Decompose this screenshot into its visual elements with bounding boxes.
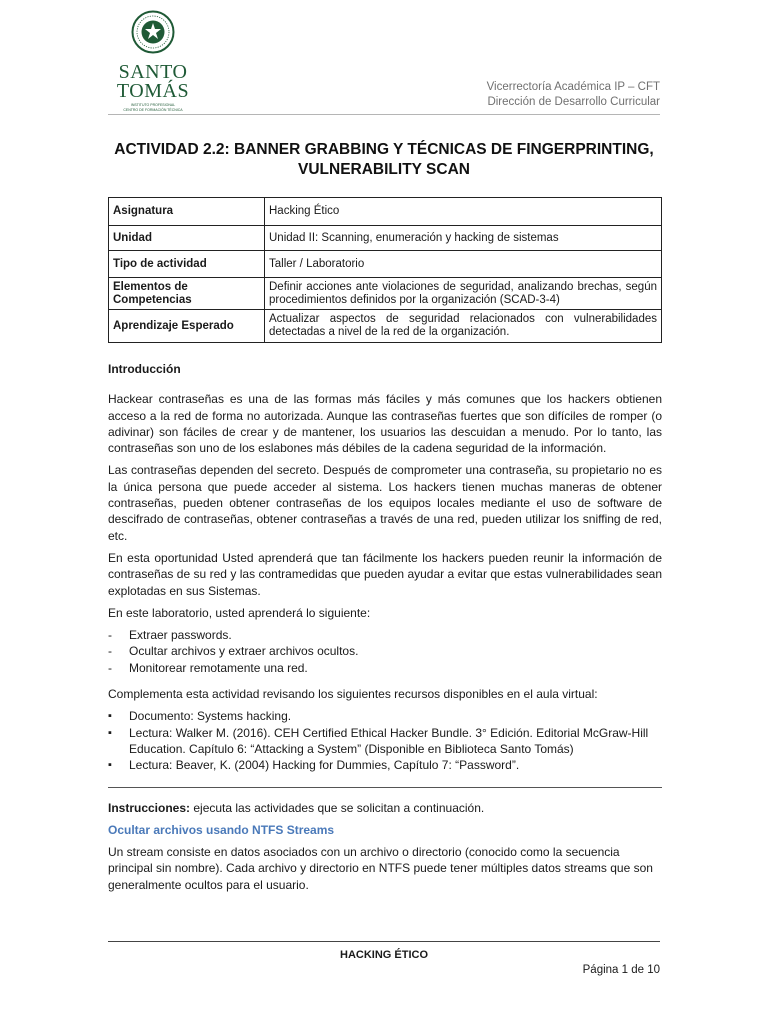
ntfs-paragraph: Un stream consiste en datos asociados con un archivo o directorio (conocido como la secuencia principal sin nombre). Cada archivo y directorio en NTFS puede tener múltiples datos streams que son generalmente ocultos para el usuario. [108, 845, 653, 892]
activity-info-table [108, 197, 662, 343]
table-row [109, 198, 662, 226]
logo-sub-1: INSTITUTO PROFESIONAL [130, 103, 176, 107]
page-number: Página 1 de 10 [582, 964, 660, 976]
header-line-1: Vicerrectoría Académica IP – CFT [486, 81, 660, 93]
instructions-paragraph [108, 800, 662, 816]
intro-paragraph-3: En esta oportunidad Usted aprenderá que tan fácilmente los hackers pueden reunir la información de contraseñas de su red y las contramedidas que pueden ayudar a evitar que estas vulnerabilidades sean explotadas en sus Sistemas. [108, 550, 662, 598]
santo-tomas-logo [108, 10, 198, 112]
footer-title: HACKING ÉTICO [340, 949, 428, 961]
intro-heading: Introducción [108, 362, 181, 376]
intro-paragraph-2: Las contraseñas dependen del secreto. Después de comprometer una contraseña, su propietario no es la única persona que puede acceder al sistema. Los hackers tienen muchas maneras de obtener contraseñas, pueden obtener contraseñas de los equipos locales mediante el uso de software de descifrado de contraseñas, obtener contraseñas a través de una red, pueden utilizar los sniffing de red, etc. [108, 463, 662, 543]
instructions-label: Instrucciones: [108, 800, 191, 815]
table-key: Asignatura [109, 198, 265, 226]
intro-paragraph-1: Hackear contraseñas es una de las formas más fáciles y más comunes que los hackers obtienen acceso a la red de forma no autorizada. Aunque las contraseñas fuertes que son difíciles de romper (o adivinar) son fáciles de crear y de mantener, los usuarios las descuidan a menudo. Por lo tanto, las contraseñas son uno de los eslabones más débiles de la cadena seguridad de la información. [108, 392, 662, 456]
logo-wordmark [108, 63, 198, 101]
learning-list [108, 627, 662, 676]
table-row [109, 251, 662, 278]
table-row [109, 310, 662, 343]
logo-line-1: SANTO [118, 61, 188, 83]
header-line-2: Dirección de Desarrollo Curricular [487, 96, 660, 108]
intro-paragraph-5: Complementa esta actividad revisando los siguientes recursos disponibles en el aula virtual: [108, 687, 598, 702]
list-item: ▪ Lectura: Walker M. (2016). CEH Certified Ethical Hacker Bundle. 3° Edición. Editorial McGraw-Hill Education. Capítulo 6: “Attacking a System” (Disponible en Biblioteca Santo Tomás) [108, 725, 662, 758]
table-key: Tipo de actividad [109, 251, 265, 278]
list-item: - Ocultar archivos y extraer archivos ocultos. [108, 643, 662, 659]
title-line-1: ACTIVIDAD 2.2: BANNER GRABBING Y TÉCNICAS DE FINGERPRINTING, [114, 141, 654, 158]
instructions-text: ejecuta las actividades que se solicitan a continuación. [190, 800, 485, 815]
ntfs-section-heading: Ocultar archivos usando NTFS Streams [108, 822, 335, 837]
list-item: - Monitorear remotamente una red. [108, 660, 662, 676]
logo-sub-2: CENTRO DE FORMACIÓN TÉCNICA [123, 107, 183, 112]
header-divider [108, 114, 660, 115]
list-item: - Extraer passwords. [108, 627, 662, 643]
table-row [109, 226, 662, 251]
page-title [108, 140, 660, 180]
table-key: Aprendizaje Esperado [109, 310, 265, 343]
intro-paragraph-4: En este laboratorio, usted aprenderá lo siguiente: [108, 605, 371, 620]
title-line-2: VULNERABILITY SCAN [298, 161, 470, 178]
logo-line-2: TOMÁS [116, 80, 190, 102]
logo-subtitle [108, 103, 198, 112]
institution-seal-icon [131, 10, 175, 54]
document-body [108, 361, 662, 899]
list-item: ▪ Documento: Systems hacking. [108, 708, 662, 724]
footer-divider [108, 941, 660, 942]
resources-list [108, 708, 662, 773]
table-value: Actualizar aspectos de seguridad relacionados con vulnerabilidades detectadas a nivel de la red de la organización. [265, 310, 662, 343]
page-header [487, 80, 660, 110]
section-divider [108, 787, 662, 788]
table-row [109, 278, 662, 310]
table-value: Taller / Laboratorio [265, 251, 662, 278]
table-value: Hacking Ético [265, 198, 662, 226]
table-value: Unidad II: Scanning, enumeración y hacking de sistemas [265, 226, 662, 251]
table-key: Unidad [109, 226, 265, 251]
table-value: Definir acciones ante violaciones de seguridad, analizando brechas, según procedimientos definidos por la organización (SCAD-3-4) [265, 278, 662, 310]
list-item: ▪ Lectura: Beaver, K. (2004) Hacking for Dummies, Capítulo 7: “Password”. [108, 757, 662, 773]
table-key: Elementos de Competencias [109, 278, 265, 310]
